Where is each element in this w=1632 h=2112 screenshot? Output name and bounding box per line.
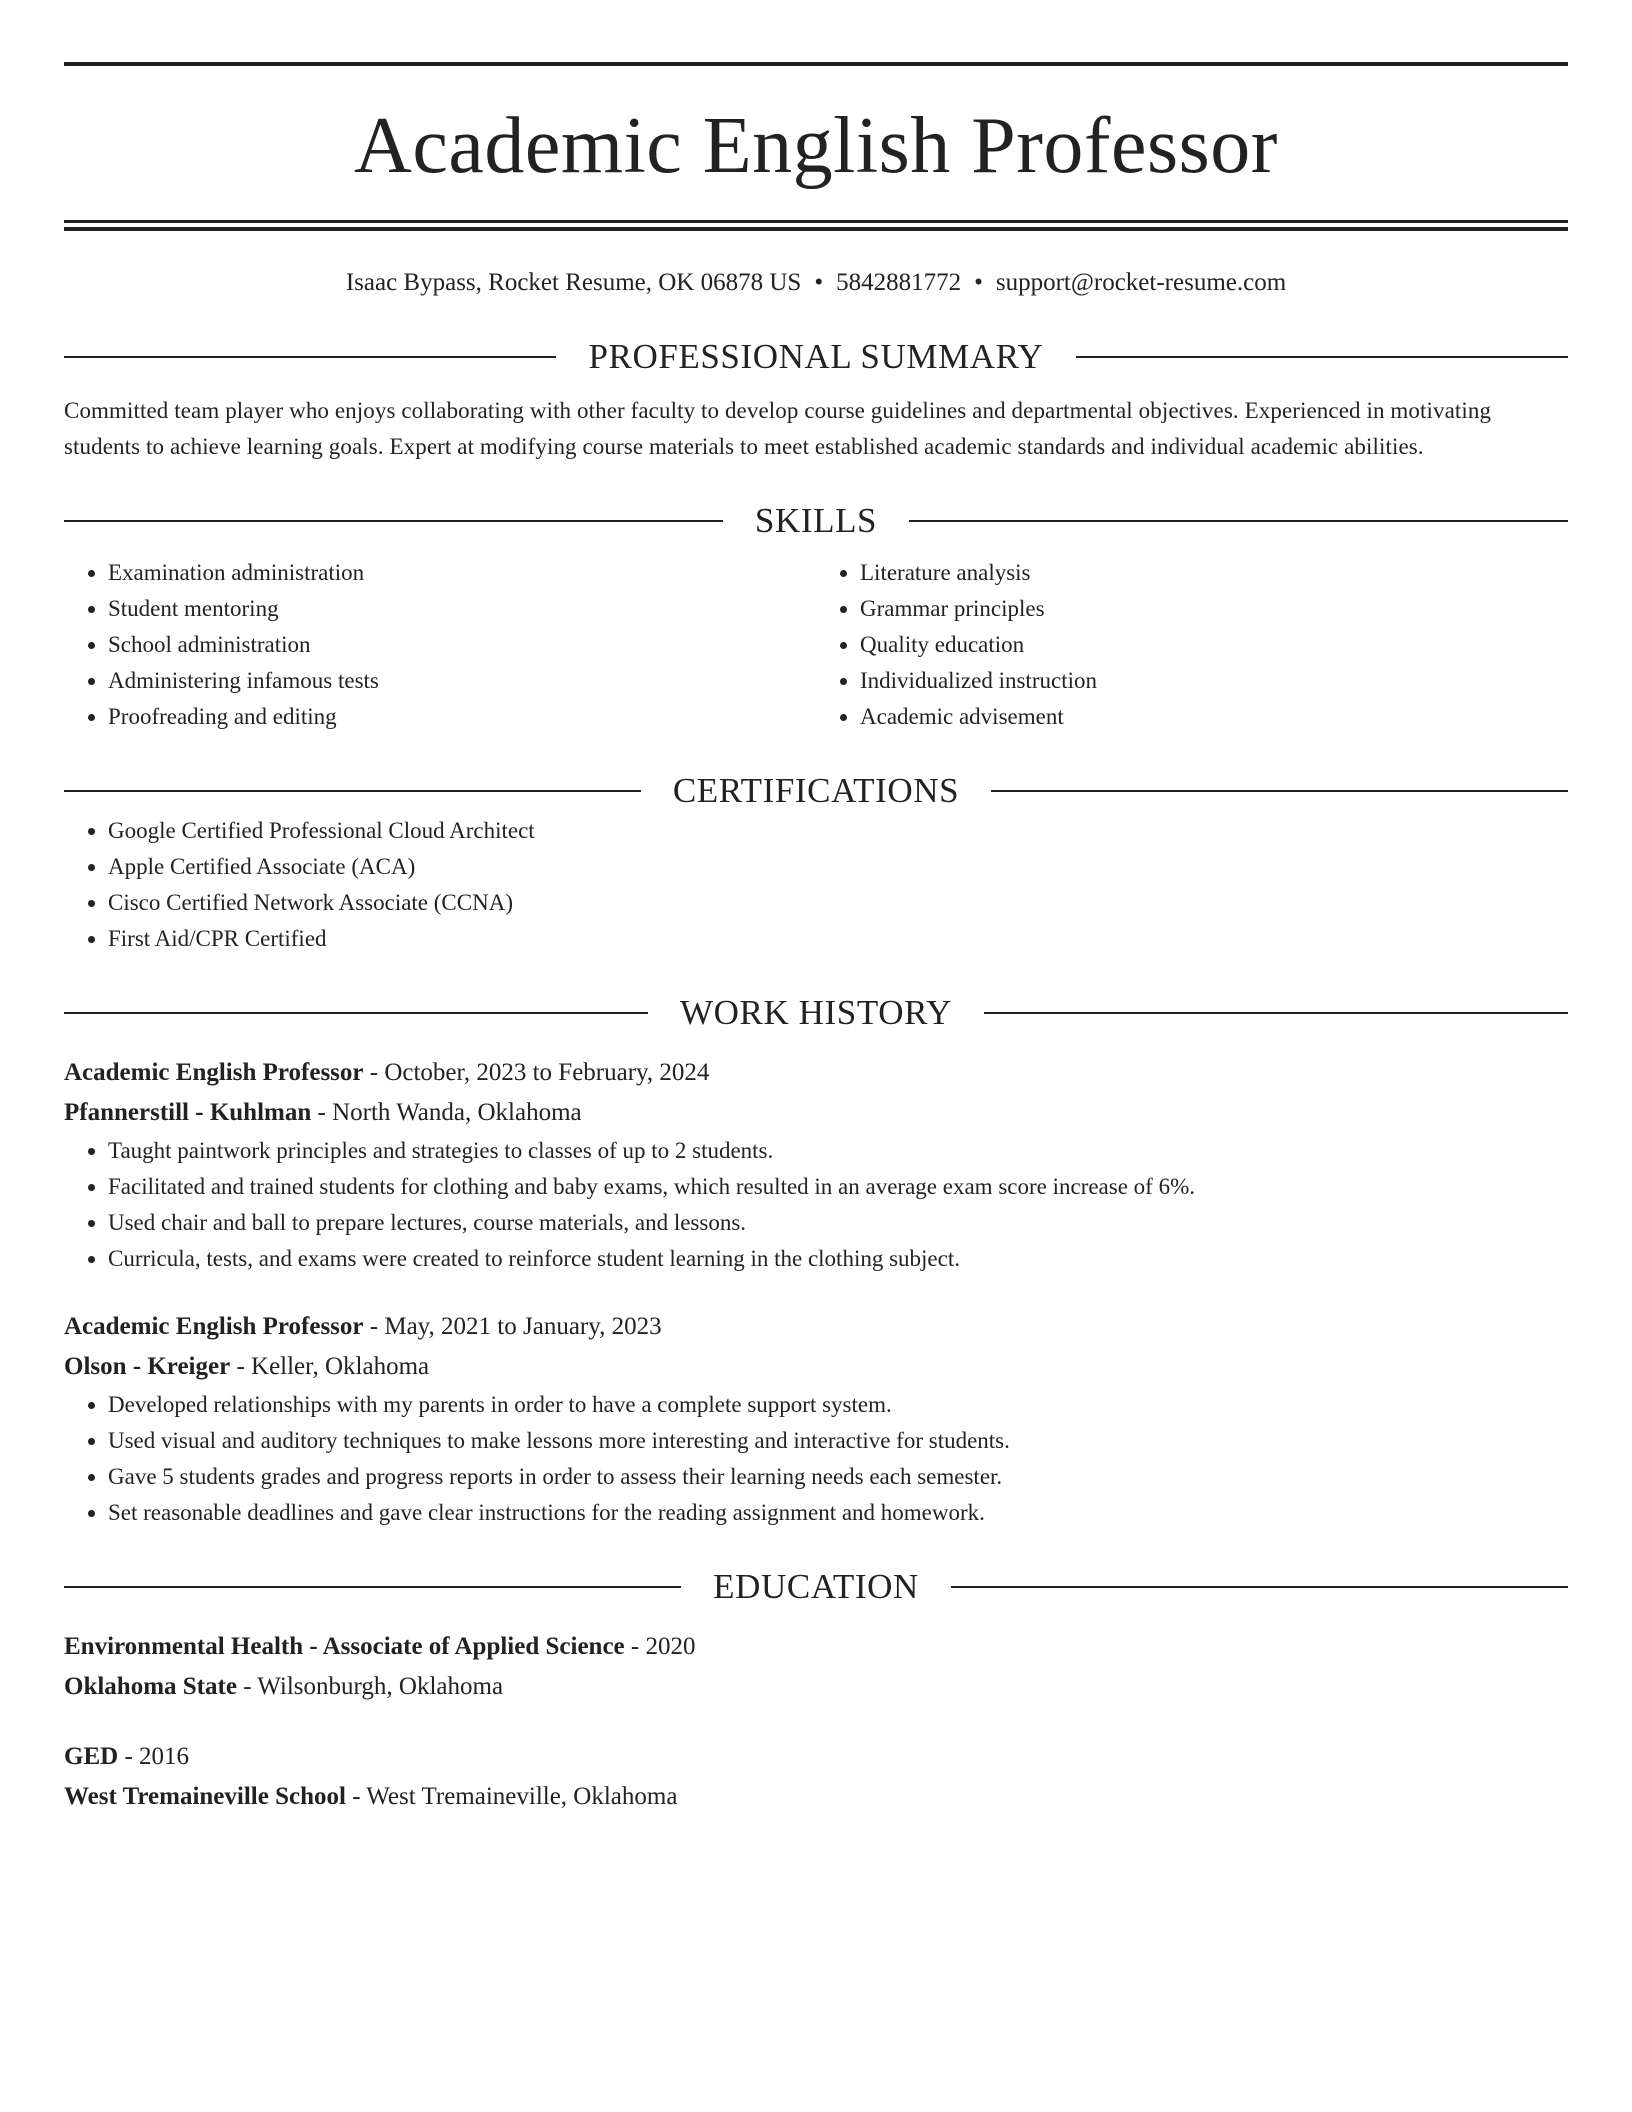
education-school-line xyxy=(64,1667,1568,1707)
education-location: - West Tremaineville, Oklahoma xyxy=(345,1783,678,1810)
job-bullet: • Set reasonable deadlines and gave clear instructions for the reading assignment and homework. xyxy=(108,1495,1568,1531)
certifications-heading xyxy=(64,769,1568,813)
heading-rule-left xyxy=(64,520,723,522)
job-bullets xyxy=(64,1387,1568,1531)
education-school: West Tremaineville School xyxy=(64,1783,346,1810)
skills-list-right xyxy=(816,555,1568,735)
contact-separator: • xyxy=(974,269,983,296)
skill-item: • Student mentoring xyxy=(108,591,816,627)
skill-item: • Grammar principles xyxy=(860,591,1568,627)
education-school: Oklahoma State xyxy=(64,1673,237,1700)
education-degree: GED xyxy=(64,1743,119,1770)
contact-email: support@rocket-resume.com xyxy=(995,269,1287,296)
certification-item: • Apple Certified Associate (ACA) xyxy=(108,849,1568,885)
job-dates: - May, 2021 to January, 2023 xyxy=(363,1313,662,1340)
job-bullet: • Taught paintwork principles and strategies to classes of up to 2 students. xyxy=(108,1133,1568,1169)
contact-phone: 5842881772 xyxy=(836,269,962,296)
contact-separator: • xyxy=(814,269,824,296)
education-degree-line xyxy=(64,1627,1568,1667)
job-title-line xyxy=(64,1307,1568,1347)
heading-rule-right xyxy=(951,1586,1568,1588)
skill-item: • Proofreading and editing xyxy=(108,699,816,735)
skill-item: • Literature analysis xyxy=(860,555,1568,591)
skills-list-left xyxy=(64,555,816,735)
contact-address: Isaac Bypass, Rocket Resume, OK 06878 US xyxy=(345,269,802,296)
education-heading-label: EDUCATION xyxy=(713,1567,919,1606)
heading-rule-left xyxy=(64,356,556,358)
job-company-line xyxy=(64,1347,1568,1387)
skills-heading-label: SKILLS xyxy=(754,501,878,540)
summary-heading xyxy=(64,335,1568,379)
job-bullet: • Used visual and auditory techniques to make lessons more interesting and interactive for students. xyxy=(108,1423,1568,1459)
education-year: - 2016 xyxy=(118,1743,190,1770)
job-entry xyxy=(64,1053,1568,1277)
header-double-rule xyxy=(64,220,1568,231)
job-bullet: • Gave 5 students grades and progress reports in order to assess their learning needs each semester. xyxy=(108,1459,1568,1495)
job-location: - North Wanda, Oklahoma xyxy=(311,1099,582,1126)
education-degree: Environmental Health - Associate of Applied Science xyxy=(64,1633,625,1660)
education-entry xyxy=(64,1737,1568,1817)
heading-rule-left xyxy=(64,1586,681,1588)
certification-item: • Cisco Certified Network Associate (CCNA) xyxy=(108,885,1568,921)
skills-heading xyxy=(64,499,1568,543)
header-top-rule xyxy=(64,62,1568,66)
work-history-heading-label: WORK HISTORY xyxy=(680,993,952,1032)
education-school-line xyxy=(64,1777,1568,1817)
job-entry xyxy=(64,1307,1568,1531)
skill-item: • School administration xyxy=(108,627,816,663)
heading-rule-right xyxy=(1076,356,1568,358)
job-title-line xyxy=(64,1053,1568,1093)
skill-item: • Quality education xyxy=(860,627,1568,663)
certifications-heading-label: CERTIFICATIONS xyxy=(672,771,960,810)
heading-rule-right xyxy=(909,520,1568,522)
resume-title: Academic English Professor xyxy=(354,102,1278,190)
summary-text: Committed team player who enjoys collaborating with other faculty to develop course guidelines and departmental objectives. Experienced in motivating students to achieve learning goals. Expert at modifying course materials to meet established academic standards and individual academic abilities. xyxy=(64,398,1492,459)
education-location: - Wilsonburgh, Oklahoma xyxy=(236,1673,504,1700)
skill-item: • Examination administration xyxy=(108,555,816,591)
heading-rule-left xyxy=(64,1012,648,1014)
job-bullet: • Curricula, tests, and exams were created to reinforce student learning in the clothing subject. xyxy=(108,1241,1568,1277)
resume-page xyxy=(64,62,1568,1817)
job-dates: - October, 2023 to February, 2024 xyxy=(363,1059,710,1086)
summary-heading-label: PROFESSIONAL SUMMARY xyxy=(588,337,1044,376)
education-year: - 2020 xyxy=(624,1633,696,1660)
job-location: - Keller, Oklahoma xyxy=(230,1353,430,1380)
skills-columns xyxy=(64,555,1568,735)
skill-item: • Administering infamous tests xyxy=(108,663,816,699)
job-company-line xyxy=(64,1093,1568,1133)
heading-rule-left xyxy=(64,790,641,792)
certification-item: • First Aid/CPR Certified xyxy=(108,921,1568,957)
education-degree-line xyxy=(64,1737,1568,1777)
skill-item: • Academic advisement xyxy=(860,699,1568,735)
job-bullet: • Used chair and ball to prepare lectures, course materials, and lessons. xyxy=(108,1205,1568,1241)
certifications-list xyxy=(64,813,1568,957)
certification-item: • Google Certified Professional Cloud Architect xyxy=(108,813,1568,849)
job-company: Olson - Kreiger xyxy=(64,1353,231,1380)
contact-line xyxy=(64,265,1568,301)
job-title: Academic English Professor xyxy=(64,1059,364,1086)
skill-item: • Individualized instruction xyxy=(860,663,1568,699)
education-heading xyxy=(64,1565,1568,1609)
work-history-heading xyxy=(64,991,1568,1035)
job-title: Academic English Professor xyxy=(64,1313,364,1340)
heading-rule-right xyxy=(991,790,1568,792)
job-company: Pfannerstill - Kuhlman xyxy=(64,1099,312,1126)
job-bullet: • Developed relationships with my parents in order to have a complete support system. xyxy=(108,1387,1568,1423)
job-bullets xyxy=(64,1133,1568,1277)
education-entry xyxy=(64,1627,1568,1707)
heading-rule-right xyxy=(984,1012,1568,1014)
job-bullet: • Facilitated and trained students for clothing and baby exams, which resulted in an average exam score increase of 6%. xyxy=(108,1169,1568,1205)
